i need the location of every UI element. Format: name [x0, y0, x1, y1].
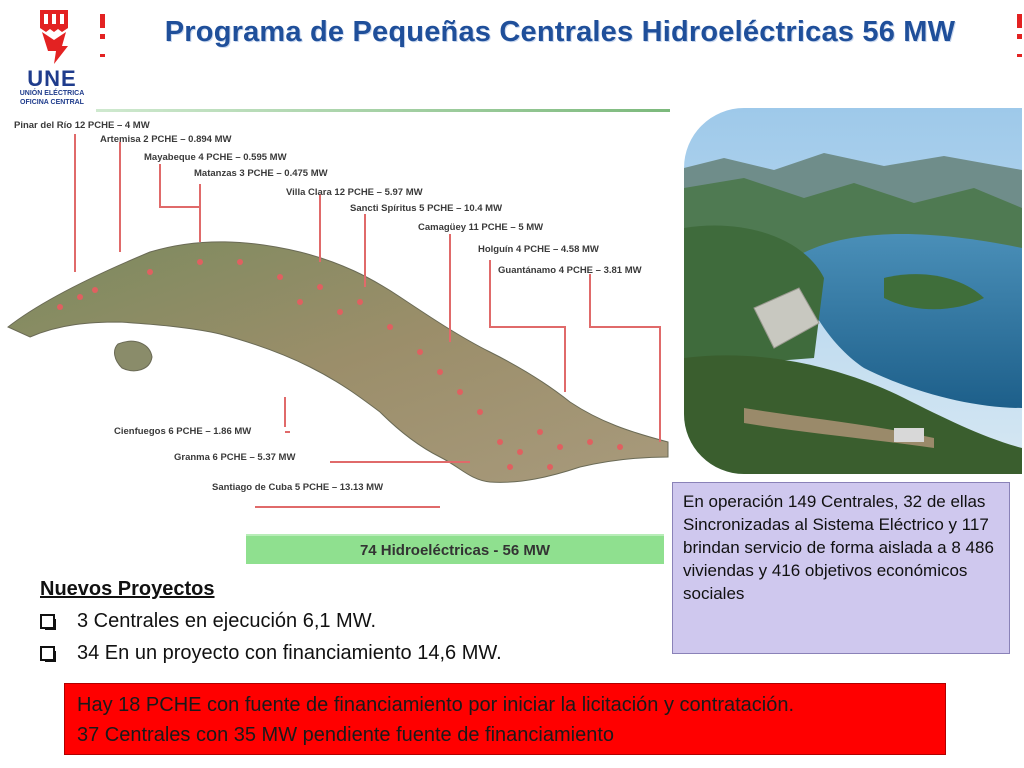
- red-mark: [1017, 54, 1022, 57]
- banner-line-2: 37 Centrales con 35 MW pendiente fuente de financiamiento: [77, 724, 615, 746]
- reservoir-landscape-image: [684, 108, 1022, 474]
- red-mark: [1017, 34, 1022, 39]
- dam-photo: [684, 108, 1022, 474]
- list-item: [40, 642, 502, 665]
- slide-title: Programa de Pequeñas Centrales Hidroeléctricas 56 MW: [164, 16, 956, 48]
- province-label: Mayabeque 4 PCHE – 0.595 MW: [144, 152, 287, 163]
- red-mark: [100, 34, 105, 39]
- une-logo: [6, 6, 98, 106]
- logo-name: UNE: [27, 66, 77, 91]
- province-label: Matanzas 3 PCHE – 0.475 MW: [194, 168, 328, 179]
- province-label: Holguín 4 PCHE – 4.58 MW: [478, 244, 599, 255]
- red-mark: [100, 54, 105, 57]
- new-projects-title: Nuevos Proyectos: [40, 578, 215, 600]
- province-label: Sancti Spíritus 5 PCHE – 10.4 MW: [350, 203, 503, 214]
- list-item: [40, 610, 376, 633]
- province-label: Cienfuegos 6 PCHE – 1.86 MW: [114, 426, 252, 437]
- province-label: Pinar del Río 12 PCHE – 4 MW: [14, 120, 150, 131]
- red-mark: [1017, 14, 1022, 28]
- list-item-text: 3 Centrales en ejecución 6,1 MW.: [77, 610, 377, 632]
- province-label: Guantánamo 4 PCHE – 3.81 MW: [498, 265, 642, 276]
- logo-subtitle-1: UNIÓN ELÉCTRICA: [19, 90, 85, 97]
- province-label: Santiago de Cuba 5 PCHE – 13.13 MW: [212, 482, 384, 493]
- operation-info-box: En operación 149 Centrales, 32 de ellas Sincronizadas al Sistema Eléctrico y 117 brindan servicio de forma aislada a 8 486 viviendas y 416 objetivos económicos sociales: [672, 482, 1010, 654]
- province-label: Villa Clara 12 PCHE – 5.97 MW: [286, 187, 423, 198]
- cuba-island-map: [0, 112, 672, 522]
- list-item-text: 34 En un proyecto con financiamiento 14,6 MW.: [77, 642, 502, 664]
- red-mark: [100, 14, 105, 28]
- financing-banner: [64, 683, 946, 755]
- logo-subtitle-2: OFICINA CENTRAL: [20, 99, 84, 106]
- map-total-banner: 74 Hidroeléctricas - 56 MW: [246, 534, 664, 564]
- province-label: Artemisa 2 PCHE – 0.894 MW: [100, 134, 232, 145]
- raised-fist-icon: [32, 6, 76, 64]
- province-label: Granma 6 PCHE – 5.37 MW: [174, 452, 296, 463]
- province-label: Camagüey 11 PCHE – 5 MW: [418, 222, 544, 233]
- cuba-map: [0, 112, 672, 522]
- banner-line-1: Hay 18 PCHE con fuente de financiamiento por iniciar la licitación y contratación.: [77, 694, 795, 716]
- checkbox-bullet-icon: [40, 614, 55, 629]
- checkbox-bullet-icon: [40, 646, 55, 661]
